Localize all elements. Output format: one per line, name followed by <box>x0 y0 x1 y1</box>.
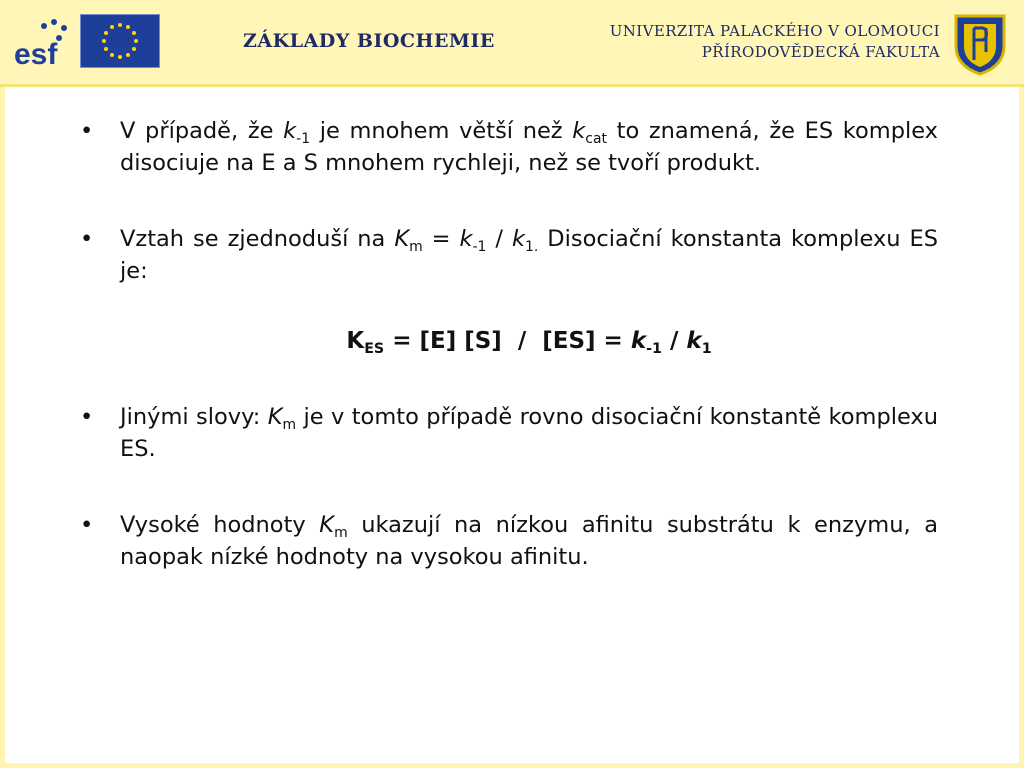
course-title: ZÁKLADY BIOCHEMIE <box>243 30 495 52</box>
bullet-text: V případě, že $k_{-1}$ je mnohem větší než $k_{cat}$ to znamená, že ES komplex disociuje na E a S mnohem rychleji, než se tvoří produkt. <box>120 118 938 176</box>
esf-logo <box>12 12 74 68</box>
bullet-text: Vysoké hodnoty $K_m$ ukazují na nízkou afinitu substrátu k enzymu, a naopak nízké hodnoty na vysokou afinitu. <box>120 511 938 570</box>
bullet-item <box>80 224 938 288</box>
bullet-marker: • <box>80 118 94 144</box>
university-name: UNIVERZITA PALACKÉHO V OLOMOUCI <box>609 22 940 40</box>
bullet-marker: • <box>80 403 94 430</box>
bullet-item <box>80 402 938 466</box>
bullet-text: Jinými slovy: $K_m$ je v tomto případě rovno disociační konstantě komplexu ES. <box>120 403 939 462</box>
faculty-name: PŘÍRODOVĚDECKÁ FAKULTA <box>701 43 940 61</box>
dissociation-formula: $K_{ES} = [E]$ $[S] / [ES] = k_{-1} / k_1$ <box>346 327 712 357</box>
university-crest <box>952 12 1008 76</box>
bullet-text: Vztah se zjednoduší na $K_m = k_{-1} / k_{1.}$ Disociační konstanta komplexu ES je: <box>120 225 938 284</box>
eu-flag <box>80 14 160 68</box>
slide-header <box>0 0 1024 87</box>
bullet-item <box>80 510 938 574</box>
bullet-marker: • <box>80 225 94 252</box>
slide-content <box>80 116 938 574</box>
svg-text:esf: esf <box>14 38 58 68</box>
bullet-item <box>80 116 938 180</box>
bullet-marker: • <box>80 511 94 538</box>
